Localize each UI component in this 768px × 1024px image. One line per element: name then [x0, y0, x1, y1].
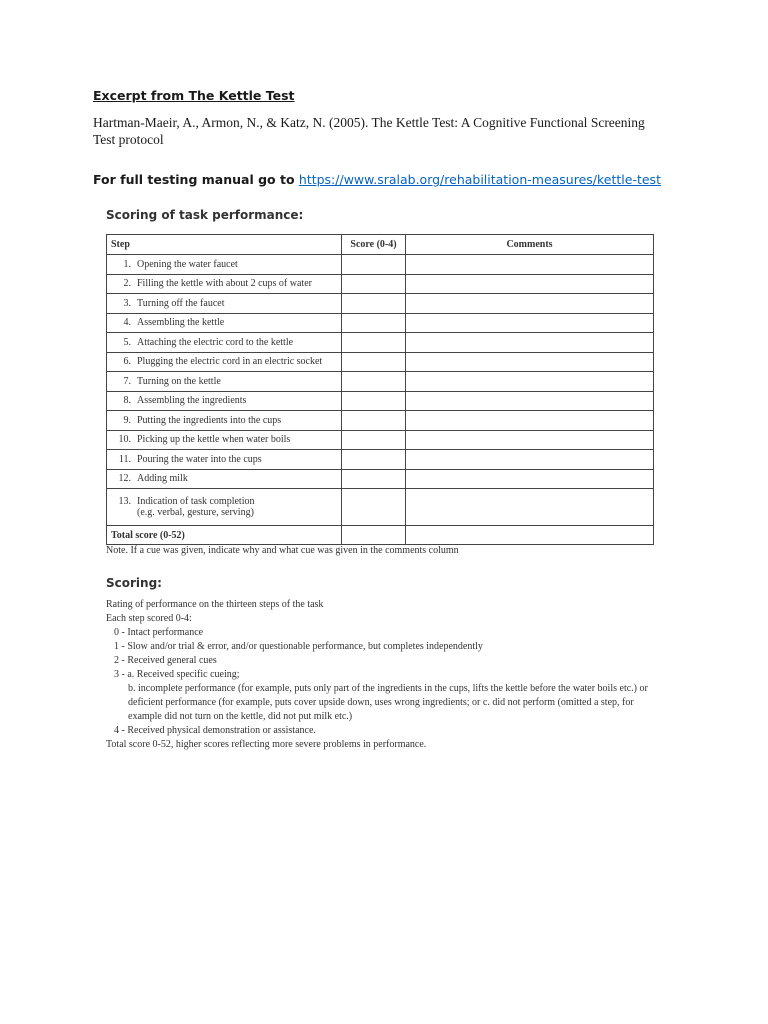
table-note: Note. If a cue was given, indicate why and what cue was given in the comments column — [106, 545, 459, 556]
manual-line — [93, 172, 661, 187]
table-row — [107, 430, 654, 450]
step-label: Indication of task completion — [137, 496, 255, 507]
score-cell[interactable] — [342, 274, 406, 294]
total-comments-cell[interactable] — [406, 526, 654, 545]
manual-prefix: For full testing manual go to — [93, 172, 299, 187]
table-row — [107, 489, 654, 526]
table-row — [107, 274, 654, 294]
table-row — [107, 391, 654, 411]
scoring-total: Total score 0-52, higher scores reflecting more severe problems in performance. — [106, 739, 427, 750]
page-title: Excerpt from The Kettle Test — [93, 88, 295, 103]
table-row — [107, 450, 654, 470]
scoring-text — [106, 598, 666, 752]
step-cell — [107, 294, 342, 314]
comments-cell[interactable] — [406, 411, 654, 431]
scoring-level-3-detail: b. incomplete performance (for example, puts only part of the ingredients in the cups, lifts the kettle before the water boils etc.) or deficient performance (for example, puts cover upside down, uses wrong ingredients; or c. did not perform (omitted a step, for example did not turn on the kettle, did not put milk etc.) — [128, 683, 648, 722]
step-label: Picking up the kettle when water boils — [137, 434, 291, 446]
score-cell[interactable] — [342, 352, 406, 372]
step-cell — [107, 469, 342, 489]
step-cell — [107, 411, 342, 431]
comments-cell[interactable] — [406, 450, 654, 470]
scoring-level-4: 4 - Received physical demonstration or assistance. — [114, 725, 316, 736]
score-cell[interactable] — [342, 411, 406, 431]
comments-cell[interactable] — [406, 489, 654, 526]
step-cell — [107, 274, 342, 294]
step-cell — [107, 391, 342, 411]
scoring-level-3: 3 - a. Received specific cueing; — [114, 669, 240, 680]
comments-cell[interactable] — [406, 333, 654, 353]
score-cell[interactable] — [342, 391, 406, 411]
table-body — [107, 255, 654, 545]
step-number: 6. — [123, 356, 131, 368]
citation: Hartman-Maeir, A., Armon, N., & Katz, N. (2005). The Kettle Test: A Cognitive Functional Screening Test protocol — [93, 115, 645, 147]
total-label: Total score (0-52) — [107, 526, 342, 545]
score-cell[interactable] — [342, 469, 406, 489]
comments-cell[interactable] — [406, 274, 654, 294]
table-header-row — [107, 235, 654, 255]
step-label: Assembling the kettle — [137, 317, 225, 329]
step-number: 12. — [118, 473, 131, 485]
step-number: 11. — [118, 453, 131, 465]
step-cell — [107, 333, 342, 353]
step-cell — [107, 372, 342, 392]
score-cell[interactable] — [342, 313, 406, 333]
step-label: Turning on the kettle — [137, 375, 221, 387]
step-label: Turning off the faucet — [137, 297, 225, 309]
comments-cell[interactable] — [406, 352, 654, 372]
step-label: Attaching the electric cord to the kettle — [137, 336, 294, 348]
scoring-level-1: 1 - Slow and/or trial & error, and/or questionable performance, but completes independently — [114, 641, 483, 652]
score-cell[interactable] — [342, 333, 406, 353]
score-cell[interactable] — [342, 430, 406, 450]
comments-cell[interactable] — [406, 255, 654, 275]
table-row — [107, 372, 654, 392]
score-cell[interactable] — [342, 372, 406, 392]
task-scoring-heading: Scoring of task performance: — [106, 208, 304, 222]
step-cell — [107, 313, 342, 333]
step-label: Pouring the water into the cups — [137, 453, 262, 465]
score-cell[interactable] — [342, 450, 406, 470]
score-cell[interactable] — [342, 255, 406, 275]
comments-cell[interactable] — [406, 469, 654, 489]
step-number: 10. — [118, 434, 131, 446]
step-number: 8. — [123, 395, 131, 407]
manual-link[interactable]: https://www.sralab.org/rehabilitation-measures/kettle-test — [298, 172, 661, 187]
table-row — [107, 352, 654, 372]
comments-column-header: Comments — [406, 235, 654, 255]
step-cell — [107, 255, 342, 275]
table-row — [107, 313, 654, 333]
total-row — [107, 526, 654, 545]
scoring-level-0: 0 - Intact performance — [114, 627, 204, 638]
scoring-each-step: Each step scored 0-4: — [106, 613, 192, 624]
score-column-header: Score (0-4) — [342, 235, 406, 255]
table-row — [107, 333, 654, 353]
total-score-cell[interactable] — [342, 526, 406, 545]
scoring-intro: Rating of performance on the thirteen steps of the task — [106, 599, 324, 610]
step-label: Plugging the electric cord in an electric socket — [137, 356, 323, 368]
scoring-level-2: 2 - Received general cues — [114, 655, 217, 666]
step-cell — [107, 489, 342, 526]
table-row — [107, 294, 654, 314]
table-row — [107, 411, 654, 431]
table-row — [107, 469, 654, 489]
step-number: 5. — [123, 336, 131, 348]
step-cell — [107, 430, 342, 450]
step-label: Adding milk — [137, 473, 188, 485]
step-number: 3. — [123, 297, 131, 309]
step-sublabel: (e.g. verbal, gesture, serving) — [137, 507, 254, 518]
step-number: 4. — [123, 317, 131, 329]
scoring-heading: Scoring: — [106, 576, 162, 590]
step-cell — [107, 450, 342, 470]
step-column-header: Step — [107, 235, 342, 255]
step-number: 2. — [123, 278, 131, 290]
step-label: Assembling the ingredients — [137, 395, 247, 407]
comments-cell[interactable] — [406, 391, 654, 411]
comments-cell[interactable] — [406, 294, 654, 314]
step-number: 13. — [118, 496, 131, 507]
step-number: 7. — [123, 375, 131, 387]
score-cell[interactable] — [342, 489, 406, 526]
table-row — [107, 255, 654, 275]
comments-cell[interactable] — [406, 372, 654, 392]
task-scoring-table — [106, 234, 654, 545]
step-cell — [107, 352, 342, 372]
step-label: Putting the ingredients into the cups — [137, 414, 282, 426]
comments-cell[interactable] — [406, 313, 654, 333]
step-label: Filling the kettle with about 2 cups of water — [137, 278, 312, 290]
step-label: Opening the water faucet — [137, 258, 238, 270]
score-cell[interactable] — [342, 294, 406, 314]
step-number: 1. — [123, 258, 131, 270]
comments-cell[interactable] — [406, 430, 654, 450]
step-number: 9. — [123, 414, 131, 426]
